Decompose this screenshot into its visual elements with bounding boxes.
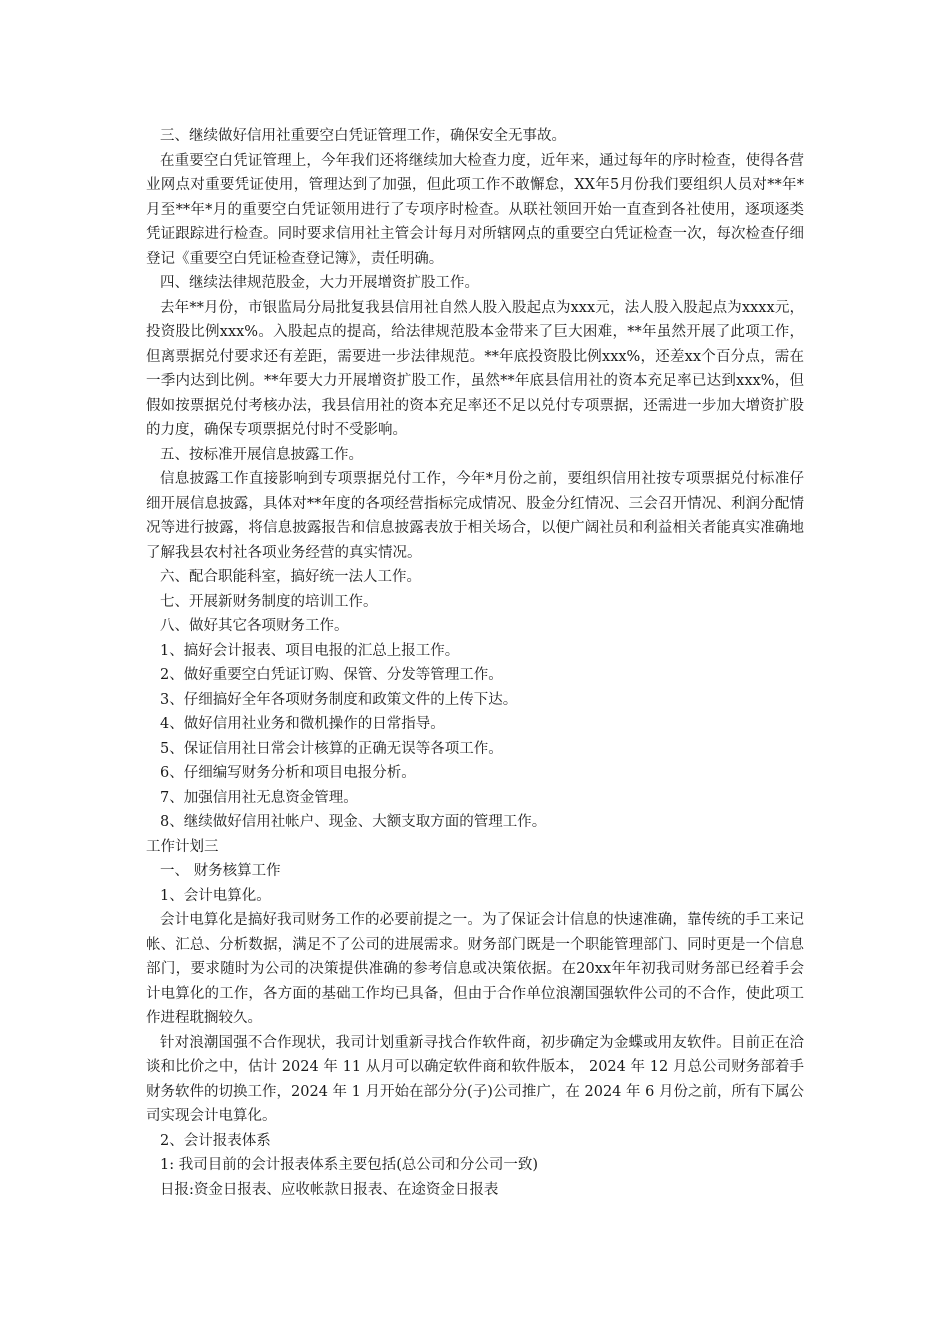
paragraph: 六、配合职能科室，搞好统一法人工作。 <box>160 569 421 585</box>
paragraph: 在重要空白凭证管理上，今年我们还将继续加大检查力度，近年来，通过每年的序时检查，使得各营业网点对重要凭证使用，管理达到了加强，但此项工作不敢懈怠，XX年5月份我们要组织人员对**年*月至**年*月的重要空白凭证领用进行了专项序时检查。从联社领回开始一直查到各社使用，逐项逐类凭证跟踪进行检查。同时要求信用社主管会计每月对所辖网点的重要空白凭证检查一次，每次检查仔细登记《重要空白凭证检查登记簿》，责任明确。 <box>146 152 804 267</box>
paragraph: 三、继续做好信用社重要空白凭证管理工作，确保安全无事故。 <box>160 128 566 144</box>
list-item: 1、搞好会计报表、项目电报的汇总上报工作。 <box>160 642 460 659</box>
paragraph: 信息披露工作直接影响到专项票据兑付工作，今年*月份之前，要组织信用社按专项票据兑付标准仔细开展信息披露，具体对**年度的各项经营指标完成情况、股金分红情况、三会召开情况、利润分配情况等进行披露，将信息披露报告和信息披露表放于相关场合，以便广阔社员和利益相关者能真实准确地了解我县农村社各项业务经营的真实情况。 <box>146 471 804 561</box>
paragraph: 日报:资金日报表、应收帐款日报表、在途资金日报表 <box>160 1181 499 1198</box>
list-item: 7、加强信用社无息资金管理。 <box>160 789 358 806</box>
section-title: 工作计划三 <box>146 838 219 855</box>
paragraph: 五、按标准开展信息披露工作。 <box>160 446 363 463</box>
paragraph: 会计电算化是搞好我司财务工作的必要前提之一。为了保证会计信息的快速准确，靠传统的手工来记帐、汇总、分析数据，满足不了公司的进展需求。财务部门既是一个职能管理部门、同时更是一个信息部门，要求随时为公司的决策提供准确的参考信息或决策依据。在20xx年年初我司财务部已经着手会计电算化的工作，各方面的基础工作均已具备，但由于合作单位浪潮国强软件公司的不合作，使此项工作进程耽搁较久。 <box>146 912 804 1026</box>
paragraph: 一、 财务核算工作 <box>160 863 281 879</box>
paragraph: 2、会计报表体系 <box>160 1132 271 1149</box>
paragraph: 1、会计电算化。 <box>160 887 271 904</box>
list-item: 8、继续做好信用社帐户、现金、大额支取方面的管理工作。 <box>160 814 547 830</box>
list-item: 6、仔细编写财务分析和项目电报分析。 <box>160 765 416 781</box>
paragraph: 四、继续法律规范股金，大力开展增资扩股工作。 <box>160 275 479 291</box>
document-body <box>146 124 804 1202</box>
list-item: 5、保证信用社日常会计核算的正确无误等各项工作。 <box>160 740 503 757</box>
paragraph: 针对浪潮国强不合作现状，我司计划重新寻找合作软件商，初步确定为金蝶或用友软件。目前正在洽谈和比价之中，估计 2024 年 11 从月可以确定软件商和软件版本， 2024 年 12 月总公司财务部着手财务软件的切换工作，2024 年 1 月开始在部分分(子)公司推广，在 2024 年 6 月份之前，所有下属公司实现会计电算化。 <box>146 1034 804 1124</box>
paragraph: 七、开展新财务制度的培训工作。 <box>160 593 378 610</box>
paragraph: 1: 我司目前的会计报表体系主要包括(总公司和分公司一致) <box>160 1157 539 1173</box>
list-item: 3、仔细搞好全年各项财务制度和政策文件的上传下达。 <box>160 691 518 708</box>
list-item: 4、做好信用社业务和微机操作的日常指导。 <box>160 716 445 732</box>
list-item: 2、做好重要空白凭证订购、保管、分发等管理工作。 <box>160 667 503 683</box>
paragraph: 去年**月份，市银监局分局批复我县信用社自然人股入股起点为xxx元，法人股入股起点为xxxx元，投资股比例xxx%。入股起点的提高，给法律规范股本金带来了巨大困难，**年虽然开展了此项工作，但离票据兑付要求还有差距，需要进一步法律规范。**年底投资股比例xxx%，还差xx个百分点，需在一季内达到比例。**年要大力开展增资扩股工作，虽然**年底县信用社的资本充足率已达到xxx%，但假如按票据兑付考核办法，我县信用社的资本充足率还不足以兑付专项票据，还需进一步加大增资扩股的力度，确保专项票据兑付时不受影响。 <box>146 299 804 438</box>
paragraph: 八、做好其它各项财务工作。 <box>160 618 349 634</box>
